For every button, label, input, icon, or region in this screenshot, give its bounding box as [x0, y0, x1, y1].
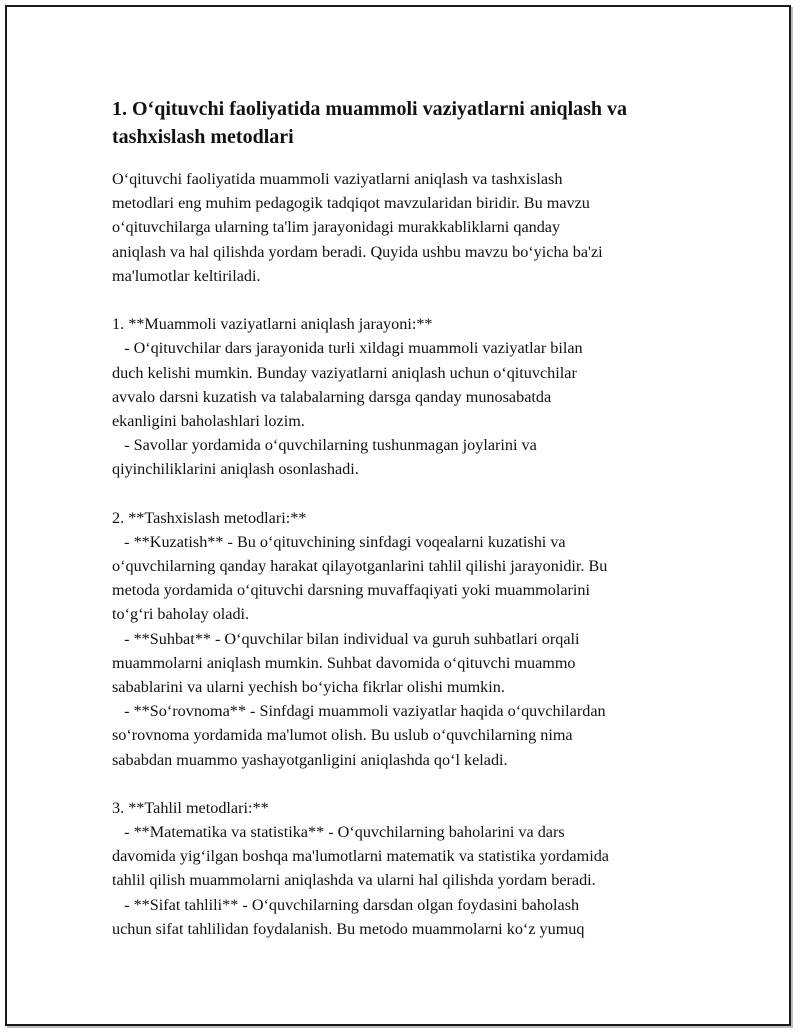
text-line: duch kelishi mumkin. Bunday vaziyatlarni aniqlash uchun o‘qituvchilar: [112, 363, 577, 382]
text-line: avvalo darsni kuzatish va talabalarning darsga qanday munosabatda: [112, 387, 552, 406]
text-line: to‘g‘ri baholay oladi.: [112, 605, 250, 624]
text-line: - **Suhbat** - O‘quvchilar bilan individual va guruh suhbatlari orqali: [112, 629, 580, 648]
text-line: - **Sifat tahlili** - O‘quvchilarning darsdan olgan foydasini baholash: [112, 895, 580, 914]
section-heading: 2. **Tashxislash metodlari:**: [112, 508, 307, 527]
paragraph-gap: [112, 288, 692, 312]
text-line: davomida yig‘ilgan boshqa ma'lumotlarni matematik va statistika yordamida: [112, 847, 609, 866]
text-line: metoda yordamida o‘qituvchi darsning muvaffaqiyati yoki muammolarini: [112, 581, 591, 600]
section-heading: 1. **Muammoli vaziyatlarni aniqlash jarayoni:**: [112, 315, 433, 334]
text-line: aniqlash va hal qilishda yordam beradi. Quyida ushbu mavzu bo‘yicha ba'zi: [112, 242, 603, 261]
text-line: ekanligini baholashlari lozim.: [112, 411, 305, 430]
text-line: sabablarini va ularni yechish bo‘yicha fikrlar olishi mumkin.: [112, 677, 505, 696]
text-line: tahlil qilish muammolarni aniqlashda va ularni hal qilishda yordam beradi.: [112, 871, 596, 890]
section-2: [112, 506, 692, 772]
document-body: [112, 95, 692, 941]
text-line: metodlari eng muhim pedagogik tadqiqot mavzularidan biridir. Bu mavzu: [112, 194, 590, 213]
text-line: - O‘qituvchilar dars jarayonida turli xildagi muammoli vaziyatlar bilan: [112, 339, 583, 358]
text-line: muammolarni aniqlash mumkin. Suhbat davomida o‘qituvchi muammo: [112, 653, 576, 672]
text-line: O‘qituvchi faoliyatida muammoli vaziyatlarni aniqlash va tashxislash: [112, 170, 563, 188]
text-line: so‘rovnoma yordamida ma'lumot olish. Bu uslub o‘quvchilarning nima: [112, 726, 573, 745]
text-line: - Savollar yordamida o‘quvchilarning tushunmagan joylarini va: [112, 436, 537, 455]
text-line: - **Kuzatish** - Bu o‘qituvchining sinfdagi voqealarni kuzatishi va: [112, 532, 566, 551]
text-line: sababdan muammo yashayotganligini aniqlashda qo‘l keladi.: [112, 750, 508, 769]
paragraph-gap: [112, 481, 692, 505]
title-line: tashxislash metodlari: [112, 126, 294, 148]
text-line: uchun sifat tahlilidan foydalanish. Bu metodo muammolarni ko‘z yumuq: [112, 919, 585, 938]
text-line: o‘qituvchilarga ularning ta'lim jarayonidagi murakkabliklarni qanday: [112, 218, 561, 237]
text-line: qiyinchiliklarini aniqlash osonlashadi.: [112, 460, 359, 479]
section-heading: 3. **Tahlil metodlari:**: [112, 798, 269, 817]
intro-paragraph: [112, 167, 692, 288]
page-title: [112, 95, 692, 151]
section-1: [112, 312, 692, 481]
text-line: - **So‘rovnoma** - Sinfdagi muammoli vaziyatlar haqida o‘quvchilardan: [112, 702, 606, 721]
text-line: ma'lumotlar keltiriladi.: [112, 266, 261, 285]
text-line: - **Matematika va statistika** - O‘quvchilarning baholarini va dars: [112, 823, 565, 842]
section-3: [112, 796, 692, 941]
text-line: o‘quvchilarning qanday harakat qilayotganlarini tahlil qilishi jarayonidir. Bu: [112, 557, 608, 575]
title-line: 1. O‘qituvchi faoliyatida muammoli vaziyatlarni aniqlash va: [112, 98, 628, 120]
paragraph-gap: [112, 772, 692, 796]
